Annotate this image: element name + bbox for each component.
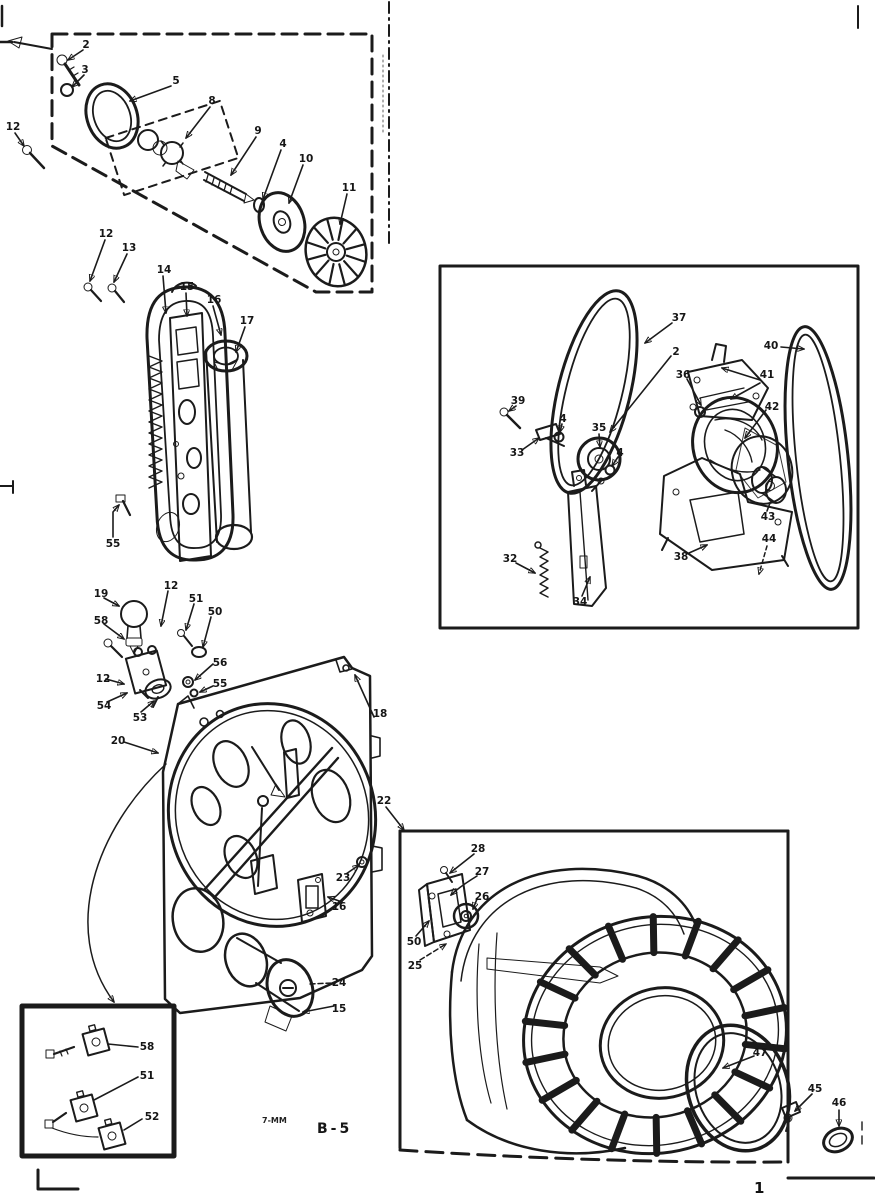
callout-bulkhead-small-parts-53: 53 bbox=[132, 712, 148, 724]
callout-drum-assembly-27: 27 bbox=[474, 866, 490, 878]
callout-motor-and-belts-37: 37 bbox=[671, 312, 687, 324]
bulkhead-panel-group bbox=[88, 657, 404, 1013]
callout-motor-and-belts-32: 32 bbox=[502, 553, 518, 565]
figure-code-label: 7-MM bbox=[262, 1116, 287, 1125]
callout-bulkhead-panel-24: 24 bbox=[331, 977, 347, 989]
callout-fan-housing-exploded-11: 11 bbox=[341, 182, 357, 194]
callout-motor-and-belts-36: 36 bbox=[675, 369, 691, 381]
callout-drum-assembly-47: 47 bbox=[752, 1047, 768, 1059]
callout-motor-and-belts-35: 35 bbox=[591, 422, 607, 434]
callout-bulkhead-small-parts-19: 19 bbox=[93, 588, 109, 600]
callout-motor-and-belts-40: 40 bbox=[763, 340, 779, 352]
callout-bulkhead-panel-15: 15 bbox=[331, 1003, 347, 1015]
callout-drum-assembly-28: 28 bbox=[470, 843, 486, 855]
callout-drum-assembly-26: 26 bbox=[474, 891, 490, 903]
callout-fan-housing-exploded-10: 10 bbox=[298, 153, 314, 165]
callout-bulkhead-panel-16: 16 bbox=[331, 901, 347, 913]
callout-motor-and-belts-33: 33 bbox=[509, 447, 525, 459]
callout-heater-duct-16: 16 bbox=[206, 294, 222, 306]
callout-motor-and-belts-41: 41 bbox=[759, 369, 775, 381]
callout-bulkhead-small-parts-58: 58 bbox=[93, 615, 109, 627]
fan-housing-exploded-group bbox=[15, 34, 374, 293]
callout-fan-housing-exploded-12: 12 bbox=[5, 121, 21, 133]
callout-heater-duct-13: 13 bbox=[121, 242, 137, 254]
callout-heater-duct-55: 55 bbox=[105, 538, 121, 550]
callout-motor-and-belts-44: 44 bbox=[761, 533, 777, 545]
callout-thermostat-box-51: 51 bbox=[139, 1070, 155, 1082]
callout-bulkhead-small-parts-12: 12 bbox=[163, 580, 179, 592]
heater-duct-group bbox=[84, 240, 252, 561]
callout-bulkhead-panel-23: 23 bbox=[335, 872, 351, 884]
callout-motor-and-belts-2: 2 bbox=[672, 346, 680, 358]
callout-bulkhead-small-parts-56: 56 bbox=[212, 657, 228, 669]
callout-fan-housing-exploded-3: 3 bbox=[81, 64, 89, 76]
callout-fan-housing-exploded-5: 5 bbox=[172, 75, 180, 87]
callout-bulkhead-panel-22: 22 bbox=[376, 795, 392, 807]
callout-fan-housing-exploded-8: 8 bbox=[208, 95, 216, 107]
bulkhead-small-parts-group bbox=[104, 591, 213, 753]
callout-motor-and-belts-42: 42 bbox=[764, 401, 780, 413]
callout-heater-duct-12: 12 bbox=[98, 228, 114, 240]
belt-40 bbox=[774, 324, 861, 593]
callout-motor-and-belts-4: 4 bbox=[559, 413, 567, 425]
corner-mark: 1 bbox=[754, 1179, 765, 1197]
callout-drum-assembly-45: 45 bbox=[807, 1083, 823, 1095]
callout-bulkhead-small-parts-54: 54 bbox=[96, 700, 112, 712]
callout-heater-duct-15: 15 bbox=[179, 281, 195, 293]
motor-and-belts-group bbox=[440, 266, 862, 628]
callout-bulkhead-small-parts-20: 20 bbox=[110, 735, 126, 747]
callout-drum-assembly-50: 50 bbox=[406, 936, 422, 948]
callout-thermostat-box-58: 58 bbox=[139, 1041, 155, 1053]
drum-roller-group bbox=[218, 928, 334, 1031]
callout-thermostat-box-52: 52 bbox=[144, 1111, 160, 1123]
callout-fan-housing-exploded-9: 9 bbox=[254, 125, 262, 137]
callout-heater-duct-17: 17 bbox=[239, 315, 255, 327]
drum-assembly-group bbox=[400, 831, 862, 1178]
callout-fan-housing-exploded-2: 2 bbox=[82, 39, 90, 51]
callout-motor-and-belts-34: 34 bbox=[572, 596, 588, 608]
callout-drum-assembly-46: 46 bbox=[831, 1097, 847, 1109]
callout-bulkhead-small-parts-50: 50 bbox=[207, 606, 223, 618]
callout-motor-and-belts-4: 4 bbox=[616, 447, 624, 459]
callout-bulkhead-small-parts-55: 55 bbox=[212, 678, 228, 690]
callout-bulkhead-panel-18: 18 bbox=[372, 708, 388, 720]
callout-fan-housing-exploded-4: 4 bbox=[279, 138, 287, 150]
callout-bulkhead-small-parts-51: 51 bbox=[188, 593, 204, 605]
callout-drum-assembly-25: 25 bbox=[407, 960, 423, 972]
callout-bulkhead-small-parts-12: 12 bbox=[95, 673, 111, 685]
callout-motor-and-belts-39: 39 bbox=[510, 395, 526, 407]
figure-page-label: B-5 bbox=[317, 1121, 353, 1137]
callout-motor-and-belts-38: 38 bbox=[673, 551, 689, 563]
callout-motor-and-belts-43: 43 bbox=[760, 511, 776, 523]
callout-heater-duct-14: 14 bbox=[156, 264, 172, 276]
